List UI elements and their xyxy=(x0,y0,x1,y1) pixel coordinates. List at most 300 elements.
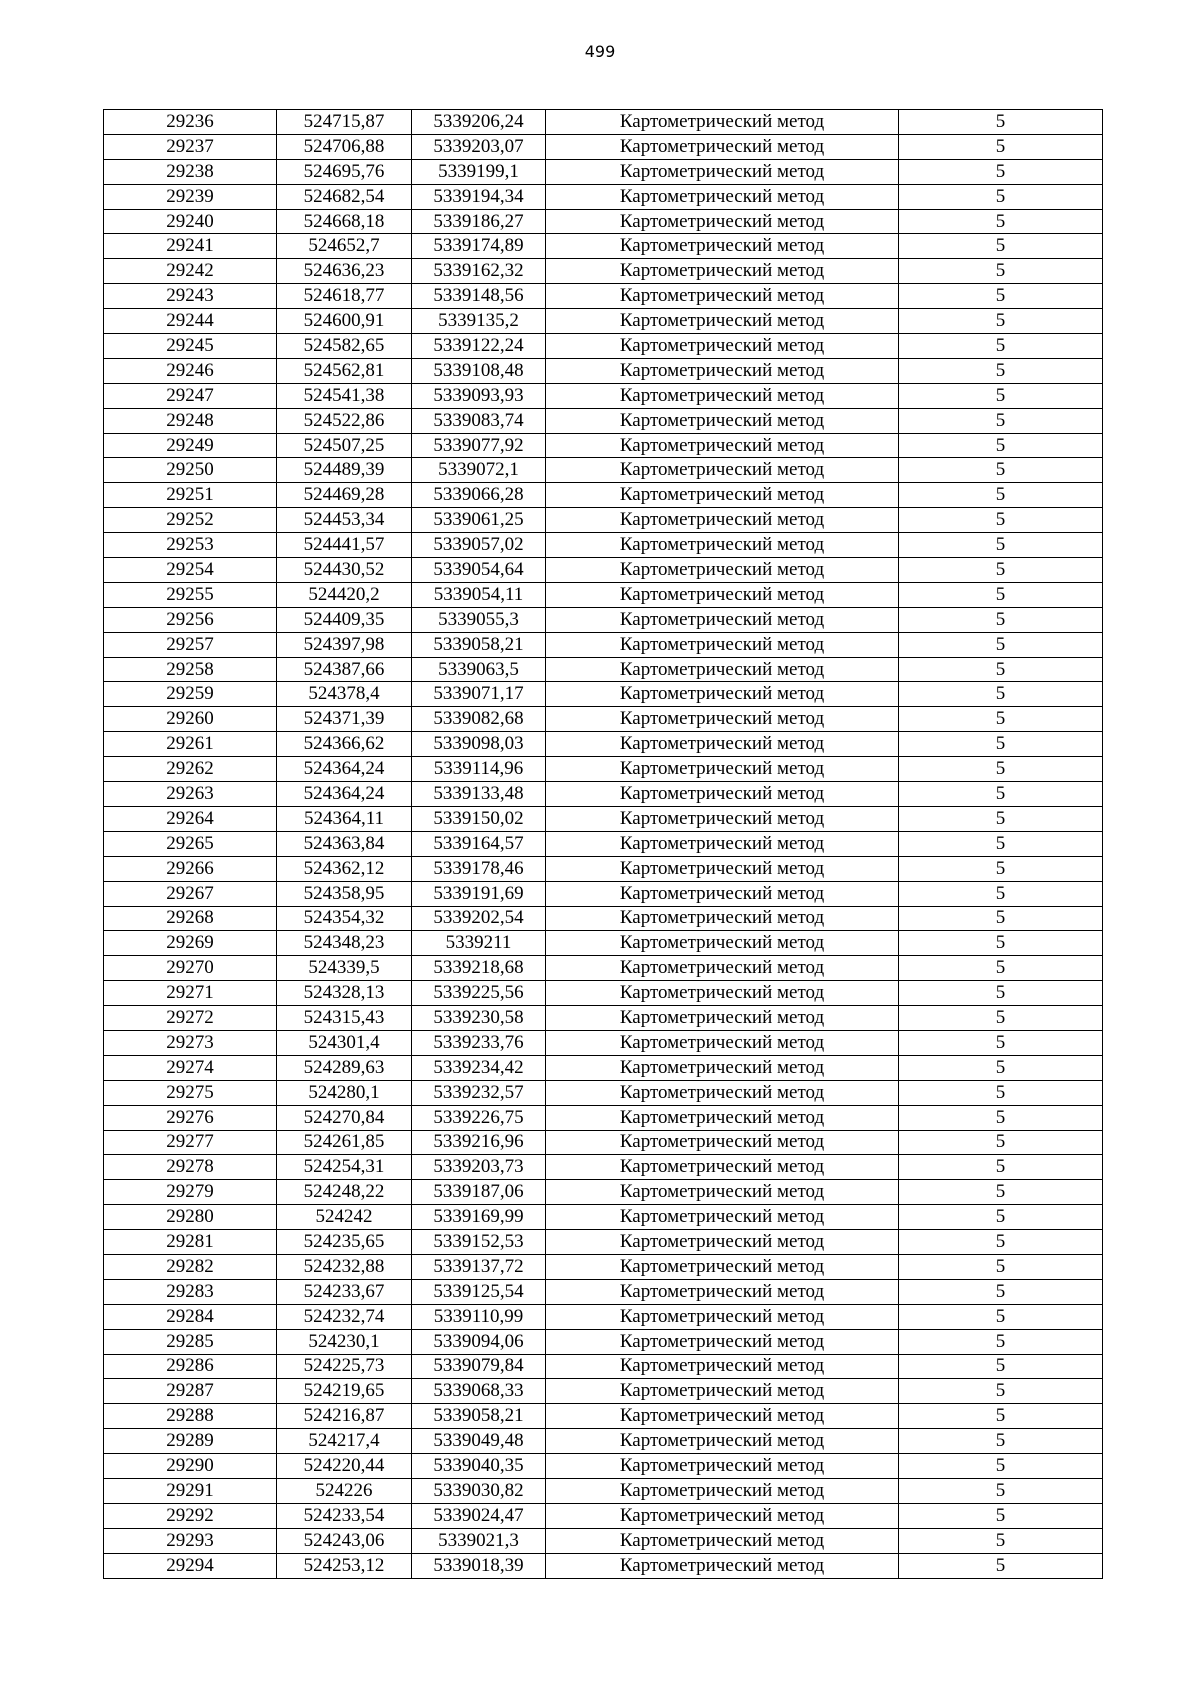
method-cell: Картометрический метод xyxy=(546,309,899,334)
point-number-cell: 29261 xyxy=(104,732,277,757)
accuracy-cell: 5 xyxy=(899,284,1103,309)
table-row xyxy=(104,234,1103,259)
point-number-cell: 29276 xyxy=(104,1105,277,1130)
y-coordinate-cell: 5339133,48 xyxy=(412,782,546,807)
table-row xyxy=(104,881,1103,906)
y-coordinate-cell: 5339049,48 xyxy=(412,1429,546,1454)
accuracy-cell: 5 xyxy=(899,408,1103,433)
table-row xyxy=(104,757,1103,782)
accuracy-cell: 5 xyxy=(899,1055,1103,1080)
table-row xyxy=(104,906,1103,931)
accuracy-cell: 5 xyxy=(899,1379,1103,1404)
point-number-cell: 29293 xyxy=(104,1528,277,1553)
y-coordinate-cell: 5339125,54 xyxy=(412,1279,546,1304)
method-cell: Картометрический метод xyxy=(546,1230,899,1255)
table-row xyxy=(104,956,1103,981)
y-coordinate-cell: 5339203,73 xyxy=(412,1155,546,1180)
point-number-cell: 29246 xyxy=(104,358,277,383)
x-coordinate-cell: 524226 xyxy=(277,1478,412,1503)
point-number-cell: 29267 xyxy=(104,881,277,906)
accuracy-cell: 5 xyxy=(899,1130,1103,1155)
y-coordinate-cell: 5339216,96 xyxy=(412,1130,546,1155)
method-cell: Картометрический метод xyxy=(546,1454,899,1479)
method-cell: Картометрический метод xyxy=(546,458,899,483)
point-number-cell: 29288 xyxy=(104,1404,277,1429)
y-coordinate-cell: 5339203,07 xyxy=(412,134,546,159)
table-row xyxy=(104,110,1103,135)
x-coordinate-cell: 524230,1 xyxy=(277,1329,412,1354)
accuracy-cell: 5 xyxy=(899,657,1103,682)
table-row xyxy=(104,358,1103,383)
point-number-cell: 29249 xyxy=(104,433,277,458)
method-cell: Картометрический метод xyxy=(546,1205,899,1230)
table-row xyxy=(104,1130,1103,1155)
x-coordinate-cell: 524364,11 xyxy=(277,806,412,831)
method-cell: Картометрический метод xyxy=(546,1254,899,1279)
table-row xyxy=(104,1254,1103,1279)
table-row xyxy=(104,1379,1103,1404)
method-cell: Картометрический метод xyxy=(546,682,899,707)
table-row xyxy=(104,632,1103,657)
y-coordinate-cell: 5339187,06 xyxy=(412,1180,546,1205)
x-coordinate-cell: 524600,91 xyxy=(277,309,412,334)
point-number-cell: 29287 xyxy=(104,1379,277,1404)
x-coordinate-cell: 524695,76 xyxy=(277,159,412,184)
point-number-cell: 29260 xyxy=(104,707,277,732)
table-row xyxy=(104,732,1103,757)
method-cell: Картометрический метод xyxy=(546,483,899,508)
table-row xyxy=(104,558,1103,583)
method-cell: Картометрический метод xyxy=(546,508,899,533)
table-row xyxy=(104,1304,1103,1329)
y-coordinate-cell: 5339094,06 xyxy=(412,1329,546,1354)
method-cell: Картометрический метод xyxy=(546,1105,899,1130)
x-coordinate-cell: 524358,95 xyxy=(277,881,412,906)
point-number-cell: 29251 xyxy=(104,483,277,508)
y-coordinate-cell: 5339072,1 xyxy=(412,458,546,483)
method-cell: Картометрический метод xyxy=(546,1130,899,1155)
y-coordinate-cell: 5339211 xyxy=(412,931,546,956)
y-coordinate-cell: 5339068,33 xyxy=(412,1379,546,1404)
point-number-cell: 29238 xyxy=(104,159,277,184)
x-coordinate-cell: 524354,32 xyxy=(277,906,412,931)
point-number-cell: 29269 xyxy=(104,931,277,956)
x-coordinate-cell: 524219,65 xyxy=(277,1379,412,1404)
point-number-cell: 29254 xyxy=(104,558,277,583)
method-cell: Картометрический метод xyxy=(546,806,899,831)
point-number-cell: 29274 xyxy=(104,1055,277,1080)
accuracy-cell: 5 xyxy=(899,1180,1103,1205)
y-coordinate-cell: 5339079,84 xyxy=(412,1354,546,1379)
y-coordinate-cell: 5339148,56 xyxy=(412,284,546,309)
point-number-cell: 29280 xyxy=(104,1205,277,1230)
x-coordinate-cell: 524242 xyxy=(277,1205,412,1230)
x-coordinate-cell: 524366,62 xyxy=(277,732,412,757)
y-coordinate-cell: 5339093,93 xyxy=(412,383,546,408)
table-row xyxy=(104,931,1103,956)
table-row xyxy=(104,1180,1103,1205)
y-coordinate-cell: 5339122,24 xyxy=(412,334,546,359)
method-cell: Картометрический метод xyxy=(546,358,899,383)
y-coordinate-cell: 5339137,72 xyxy=(412,1254,546,1279)
point-number-cell: 29278 xyxy=(104,1155,277,1180)
y-coordinate-cell: 5339232,57 xyxy=(412,1080,546,1105)
method-cell: Картометрический метод xyxy=(546,110,899,135)
method-cell: Картометрический метод xyxy=(546,707,899,732)
accuracy-cell: 5 xyxy=(899,383,1103,408)
x-coordinate-cell: 524562,81 xyxy=(277,358,412,383)
x-coordinate-cell: 524217,4 xyxy=(277,1429,412,1454)
y-coordinate-cell: 5339178,46 xyxy=(412,856,546,881)
x-coordinate-cell: 524541,38 xyxy=(277,383,412,408)
y-coordinate-cell: 5339024,47 xyxy=(412,1503,546,1528)
table-row xyxy=(104,1478,1103,1503)
y-coordinate-cell: 5339218,68 xyxy=(412,956,546,981)
table-row xyxy=(104,1105,1103,1130)
point-number-cell: 29258 xyxy=(104,657,277,682)
accuracy-cell: 5 xyxy=(899,558,1103,583)
table-row xyxy=(104,383,1103,408)
point-number-cell: 29253 xyxy=(104,533,277,558)
table-row xyxy=(104,533,1103,558)
method-cell: Картометрический метод xyxy=(546,1329,899,1354)
accuracy-cell: 5 xyxy=(899,508,1103,533)
accuracy-cell: 5 xyxy=(899,732,1103,757)
accuracy-cell: 5 xyxy=(899,856,1103,881)
method-cell: Картометрический метод xyxy=(546,582,899,607)
table-row xyxy=(104,1155,1103,1180)
point-number-cell: 29265 xyxy=(104,831,277,856)
accuracy-cell: 5 xyxy=(899,1553,1103,1578)
point-number-cell: 29242 xyxy=(104,259,277,284)
point-number-cell: 29289 xyxy=(104,1429,277,1454)
x-coordinate-cell: 524582,65 xyxy=(277,334,412,359)
y-coordinate-cell: 5339150,02 xyxy=(412,806,546,831)
point-number-cell: 29291 xyxy=(104,1478,277,1503)
x-coordinate-cell: 524682,54 xyxy=(277,184,412,209)
method-cell: Картометрический метод xyxy=(546,209,899,234)
accuracy-cell: 5 xyxy=(899,334,1103,359)
point-number-cell: 29277 xyxy=(104,1130,277,1155)
x-coordinate-cell: 524243,06 xyxy=(277,1528,412,1553)
y-coordinate-cell: 5339206,24 xyxy=(412,110,546,135)
method-cell: Картометрический метод xyxy=(546,234,899,259)
table-row xyxy=(104,1454,1103,1479)
y-coordinate-cell: 5339114,96 xyxy=(412,757,546,782)
method-cell: Картометрический метод xyxy=(546,284,899,309)
point-number-cell: 29285 xyxy=(104,1329,277,1354)
point-number-cell: 29262 xyxy=(104,757,277,782)
method-cell: Картометрический метод xyxy=(546,408,899,433)
x-coordinate-cell: 524280,1 xyxy=(277,1080,412,1105)
y-coordinate-cell: 5339234,42 xyxy=(412,1055,546,1080)
point-number-cell: 29270 xyxy=(104,956,277,981)
table-row xyxy=(104,309,1103,334)
accuracy-cell: 5 xyxy=(899,1404,1103,1429)
method-cell: Картометрический метод xyxy=(546,1429,899,1454)
accuracy-cell: 5 xyxy=(899,1080,1103,1105)
method-cell: Картометрический метод xyxy=(546,433,899,458)
y-coordinate-cell: 5339021,3 xyxy=(412,1528,546,1553)
y-coordinate-cell: 5339152,53 xyxy=(412,1230,546,1255)
x-coordinate-cell: 524339,5 xyxy=(277,956,412,981)
x-coordinate-cell: 524261,85 xyxy=(277,1130,412,1155)
point-number-cell: 29241 xyxy=(104,234,277,259)
method-cell: Картометрический метод xyxy=(546,1503,899,1528)
table-row xyxy=(104,334,1103,359)
page-number: 499 xyxy=(584,42,616,61)
method-cell: Картометрический метод xyxy=(546,981,899,1006)
point-number-cell: 29256 xyxy=(104,607,277,632)
table-row xyxy=(104,458,1103,483)
y-coordinate-cell: 5339077,92 xyxy=(412,433,546,458)
accuracy-cell: 5 xyxy=(899,1454,1103,1479)
accuracy-cell: 5 xyxy=(899,110,1103,135)
y-coordinate-cell: 5339030,82 xyxy=(412,1478,546,1503)
y-coordinate-cell: 5339054,64 xyxy=(412,558,546,583)
point-number-cell: 29292 xyxy=(104,1503,277,1528)
accuracy-cell: 5 xyxy=(899,1155,1103,1180)
x-coordinate-cell: 524232,74 xyxy=(277,1304,412,1329)
x-coordinate-cell: 524409,35 xyxy=(277,607,412,632)
y-coordinate-cell: 5339040,35 xyxy=(412,1454,546,1479)
point-number-cell: 29236 xyxy=(104,110,277,135)
y-coordinate-cell: 5339082,68 xyxy=(412,707,546,732)
x-coordinate-cell: 524348,23 xyxy=(277,931,412,956)
accuracy-cell: 5 xyxy=(899,881,1103,906)
y-coordinate-cell: 5339230,58 xyxy=(412,1006,546,1031)
accuracy-cell: 5 xyxy=(899,1329,1103,1354)
method-cell: Картометрический метод xyxy=(546,383,899,408)
y-coordinate-cell: 5339066,28 xyxy=(412,483,546,508)
accuracy-cell: 5 xyxy=(899,1030,1103,1055)
accuracy-cell: 5 xyxy=(899,632,1103,657)
point-number-cell: 29240 xyxy=(104,209,277,234)
y-coordinate-cell: 5339233,76 xyxy=(412,1030,546,1055)
x-coordinate-cell: 524469,28 xyxy=(277,483,412,508)
method-cell: Картометрический метод xyxy=(546,184,899,209)
x-coordinate-cell: 524715,87 xyxy=(277,110,412,135)
method-cell: Картометрический метод xyxy=(546,1553,899,1578)
x-coordinate-cell: 524371,39 xyxy=(277,707,412,732)
table-row xyxy=(104,1080,1103,1105)
x-coordinate-cell: 524441,57 xyxy=(277,533,412,558)
x-coordinate-cell: 524289,63 xyxy=(277,1055,412,1080)
x-coordinate-cell: 524420,2 xyxy=(277,582,412,607)
method-cell: Картометрический метод xyxy=(546,1404,899,1429)
x-coordinate-cell: 524387,66 xyxy=(277,657,412,682)
table-row xyxy=(104,1205,1103,1230)
y-coordinate-cell: 5339071,17 xyxy=(412,682,546,707)
method-cell: Картометрический метод xyxy=(546,1180,899,1205)
method-cell: Картометрический метод xyxy=(546,732,899,757)
table-row xyxy=(104,1553,1103,1578)
table-row xyxy=(104,159,1103,184)
table-row xyxy=(104,1503,1103,1528)
x-coordinate-cell: 524328,13 xyxy=(277,981,412,1006)
point-number-cell: 29272 xyxy=(104,1006,277,1031)
point-number-cell: 29282 xyxy=(104,1254,277,1279)
x-coordinate-cell: 524636,23 xyxy=(277,259,412,284)
accuracy-cell: 5 xyxy=(899,234,1103,259)
x-coordinate-cell: 524216,87 xyxy=(277,1404,412,1429)
accuracy-cell: 5 xyxy=(899,209,1103,234)
table-row xyxy=(104,259,1103,284)
y-coordinate-cell: 5339063,5 xyxy=(412,657,546,682)
y-coordinate-cell: 5339054,11 xyxy=(412,582,546,607)
point-number-cell: 29255 xyxy=(104,582,277,607)
point-number-cell: 29257 xyxy=(104,632,277,657)
y-coordinate-cell: 5339191,69 xyxy=(412,881,546,906)
accuracy-cell: 5 xyxy=(899,1205,1103,1230)
accuracy-cell: 5 xyxy=(899,582,1103,607)
point-number-cell: 29271 xyxy=(104,981,277,1006)
accuracy-cell: 5 xyxy=(899,1354,1103,1379)
x-coordinate-cell: 524378,4 xyxy=(277,682,412,707)
x-coordinate-cell: 524301,4 xyxy=(277,1030,412,1055)
accuracy-cell: 5 xyxy=(899,682,1103,707)
accuracy-cell: 5 xyxy=(899,607,1103,632)
table-row xyxy=(104,1055,1103,1080)
table-row xyxy=(104,284,1103,309)
point-number-cell: 29284 xyxy=(104,1304,277,1329)
y-coordinate-cell: 5339057,02 xyxy=(412,533,546,558)
method-cell: Картометрический метод xyxy=(546,657,899,682)
x-coordinate-cell: 524233,67 xyxy=(277,1279,412,1304)
accuracy-cell: 5 xyxy=(899,184,1103,209)
point-number-cell: 29252 xyxy=(104,508,277,533)
accuracy-cell: 5 xyxy=(899,1006,1103,1031)
accuracy-cell: 5 xyxy=(899,483,1103,508)
table-row xyxy=(104,408,1103,433)
table-row xyxy=(104,1404,1103,1429)
x-coordinate-cell: 524507,25 xyxy=(277,433,412,458)
table-row xyxy=(104,806,1103,831)
accuracy-cell: 5 xyxy=(899,1254,1103,1279)
accuracy-cell: 5 xyxy=(899,458,1103,483)
accuracy-cell: 5 xyxy=(899,1105,1103,1130)
point-number-cell: 29283 xyxy=(104,1279,277,1304)
point-number-cell: 29273 xyxy=(104,1030,277,1055)
x-coordinate-cell: 524248,22 xyxy=(277,1180,412,1205)
point-number-cell: 29294 xyxy=(104,1553,277,1578)
method-cell: Картометрический метод xyxy=(546,1304,899,1329)
point-number-cell: 29243 xyxy=(104,284,277,309)
y-coordinate-cell: 5339098,03 xyxy=(412,732,546,757)
x-coordinate-cell: 524706,88 xyxy=(277,134,412,159)
point-number-cell: 29247 xyxy=(104,383,277,408)
accuracy-cell: 5 xyxy=(899,1279,1103,1304)
point-number-cell: 29264 xyxy=(104,806,277,831)
point-number-cell: 29279 xyxy=(104,1180,277,1205)
accuracy-cell: 5 xyxy=(899,358,1103,383)
accuracy-cell: 5 xyxy=(899,1478,1103,1503)
y-coordinate-cell: 5339194,34 xyxy=(412,184,546,209)
table-row xyxy=(104,582,1103,607)
x-coordinate-cell: 524453,34 xyxy=(277,508,412,533)
x-coordinate-cell: 524232,88 xyxy=(277,1254,412,1279)
table-row xyxy=(104,1528,1103,1553)
method-cell: Картометрический метод xyxy=(546,757,899,782)
x-coordinate-cell: 524364,24 xyxy=(277,757,412,782)
method-cell: Картометрический метод xyxy=(546,881,899,906)
x-coordinate-cell: 524233,54 xyxy=(277,1503,412,1528)
x-coordinate-cell: 524315,43 xyxy=(277,1006,412,1031)
accuracy-cell: 5 xyxy=(899,159,1103,184)
method-cell: Картометрический метод xyxy=(546,931,899,956)
point-number-cell: 29281 xyxy=(104,1230,277,1255)
y-coordinate-cell: 5339061,25 xyxy=(412,508,546,533)
method-cell: Картометрический метод xyxy=(546,1279,899,1304)
method-cell: Картометрический метод xyxy=(546,1379,899,1404)
accuracy-cell: 5 xyxy=(899,1528,1103,1553)
x-coordinate-cell: 524430,52 xyxy=(277,558,412,583)
table-row xyxy=(104,1006,1103,1031)
table-row xyxy=(104,1030,1103,1055)
y-coordinate-cell: 5339199,1 xyxy=(412,159,546,184)
point-number-cell: 29275 xyxy=(104,1080,277,1105)
accuracy-cell: 5 xyxy=(899,831,1103,856)
y-coordinate-cell: 5339058,21 xyxy=(412,1404,546,1429)
method-cell: Картометрический метод xyxy=(546,1155,899,1180)
x-coordinate-cell: 524225,73 xyxy=(277,1354,412,1379)
x-coordinate-cell: 524362,12 xyxy=(277,856,412,881)
accuracy-cell: 5 xyxy=(899,1304,1103,1329)
coordinates-table xyxy=(103,109,1103,1579)
table-row xyxy=(104,1354,1103,1379)
y-coordinate-cell: 5339058,21 xyxy=(412,632,546,657)
point-number-cell: 29290 xyxy=(104,1454,277,1479)
table-row xyxy=(104,707,1103,732)
y-coordinate-cell: 5339083,74 xyxy=(412,408,546,433)
table-row xyxy=(104,508,1103,533)
table-row xyxy=(104,856,1103,881)
point-number-cell: 29266 xyxy=(104,856,277,881)
method-cell: Картометрический метод xyxy=(546,956,899,981)
method-cell: Картометрический метод xyxy=(546,259,899,284)
point-number-cell: 29245 xyxy=(104,334,277,359)
y-coordinate-cell: 5339202,54 xyxy=(412,906,546,931)
accuracy-cell: 5 xyxy=(899,1503,1103,1528)
y-coordinate-cell: 5339225,56 xyxy=(412,981,546,1006)
y-coordinate-cell: 5339226,75 xyxy=(412,1105,546,1130)
x-coordinate-cell: 524235,65 xyxy=(277,1230,412,1255)
point-number-cell: 29263 xyxy=(104,782,277,807)
table-row xyxy=(104,483,1103,508)
table-row xyxy=(104,682,1103,707)
method-cell: Картометрический метод xyxy=(546,1528,899,1553)
x-coordinate-cell: 524253,12 xyxy=(277,1553,412,1578)
x-coordinate-cell: 524220,44 xyxy=(277,1454,412,1479)
x-coordinate-cell: 524364,24 xyxy=(277,782,412,807)
y-coordinate-cell: 5339055,3 xyxy=(412,607,546,632)
method-cell: Картометрический метод xyxy=(546,134,899,159)
point-number-cell: 29250 xyxy=(104,458,277,483)
method-cell: Картометрический метод xyxy=(546,1030,899,1055)
accuracy-cell: 5 xyxy=(899,134,1103,159)
accuracy-cell: 5 xyxy=(899,533,1103,558)
method-cell: Картометрический метод xyxy=(546,1055,899,1080)
table-row xyxy=(104,981,1103,1006)
x-coordinate-cell: 524363,84 xyxy=(277,831,412,856)
x-coordinate-cell: 524254,31 xyxy=(277,1155,412,1180)
table-row xyxy=(104,134,1103,159)
y-coordinate-cell: 5339174,89 xyxy=(412,234,546,259)
table-row xyxy=(104,1279,1103,1304)
method-cell: Картометрический метод xyxy=(546,558,899,583)
coordinates-table-body xyxy=(104,110,1103,1579)
accuracy-cell: 5 xyxy=(899,782,1103,807)
